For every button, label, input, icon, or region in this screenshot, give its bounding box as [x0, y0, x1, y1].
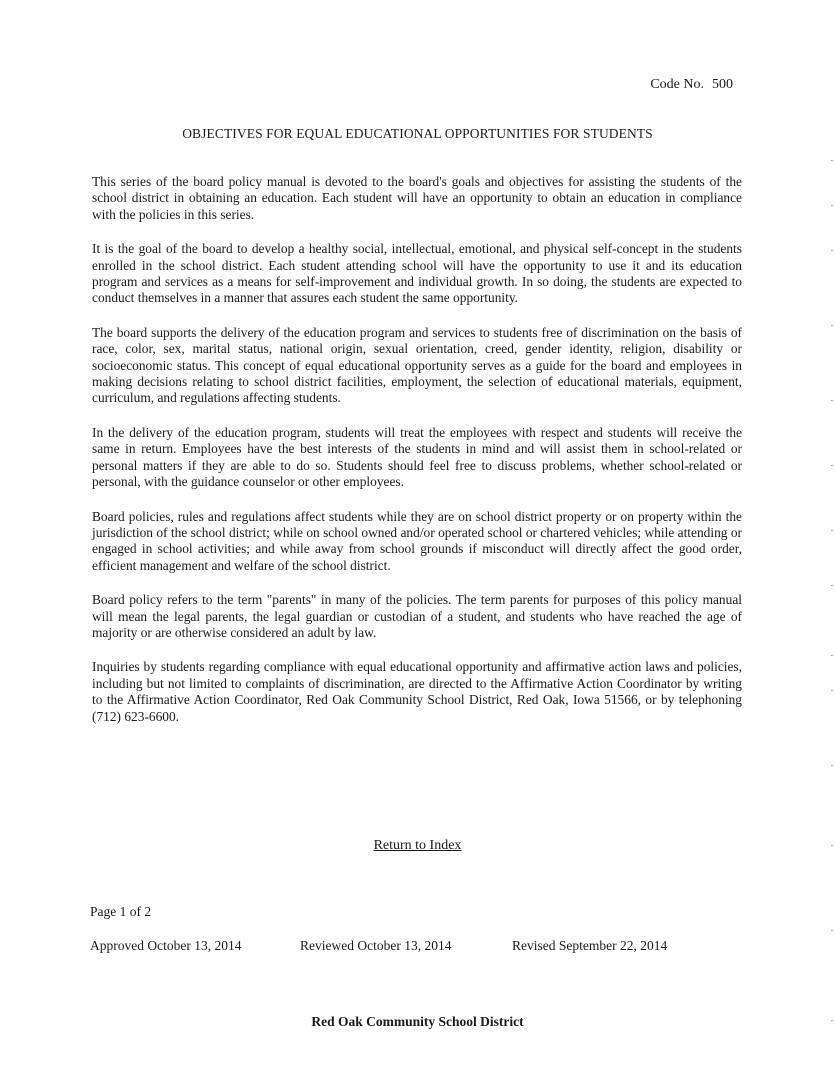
document-title: OBJECTIVES FOR EQUAL EDUCATIONAL OPPORTUNITIES FOR STUDENTS: [182, 126, 653, 141]
page-number: Page 1 of 2: [90, 904, 152, 919]
district-footer: Red Oak Community School District: [311, 1014, 524, 1029]
paragraph-board-goal: It is the goal of the board to develop a healthy social, intellectual, emotional, and physical self-concept in the students enrolled in the school district. Each student attending school will have the opportunity to use it and its education program and services as a means for self-improvement and individual growth. In so doing, the students are expected to conduct themselves in a manner that assures each student the same opportunity.: [92, 241, 742, 306]
return-to-index: [0, 838, 835, 854]
paragraph-parents-definition: Board policy refers to the term "parents" in many of the policies. The term parents for purposes of this policy manual will mean the legal parents, the legal guardian or custodian of a student, and students who have reached the age of majority or are otherwise considered an adult by law.: [92, 592, 742, 640]
return-to-index-link[interactable]: Return to Index: [373, 838, 462, 853]
scan-edge-marks: [831, 100, 833, 1080]
paragraph-jurisdiction: Board policies, rules and regulations affect students while they are on school district property or on property within the jurisdiction of the school district; while on school owned and/or operated school or chartered vehicles; while attending or engaged in school activities; and while away from school grounds if misconduct will directly affect the good order, efficient management and welfare of the school district.: [92, 508, 742, 573]
revised-date: Revised September 22, 2014: [512, 938, 668, 953]
paragraph-inquiries: Inquiries by students regarding compliance with equal educational opportunity and affirmative action laws and policies, including but not limited to complaints of discrimination, are directed to the Affirmative Action Coordinator by writing to the Affirmative Action Coordinator, Red Oak Community School District, Red Oak, Iowa 51566, or by telephoning (712) 623-6600.: [92, 659, 742, 724]
paragraph-nondiscrimination: The board supports the delivery of the education program and services to students free of discrimination on the basis of race, color, sex, marital status, national origin, sexual orientation, creed, gender identity, religion, disability or socioeconomic status. This concept of equal educational opportunity serves as a guide for the board and employees in making decisions relating to school district facilities, employment, the selection of educational materials, equipment, curriculum, and regulations affecting students.: [92, 324, 742, 406]
code-number: [650, 77, 733, 93]
code-value: 500: [712, 77, 733, 92]
policy-body: [92, 174, 742, 743]
paragraph-respect: In the delivery of the education program, students will treat the employees with respect and students will receive the same in return. Employees have the best interests of the students in mind and will assist them in school-related or personal matters if they are able to do so. Students should feel free to discuss problems, whether school-related or personal, with the guidance counselor or other employees.: [92, 424, 742, 490]
code-label: Code No.: [650, 77, 704, 92]
reviewed-date: Reviewed October 13, 2014: [300, 938, 452, 953]
approved-date: Approved October 13, 2014: [90, 938, 242, 953]
paragraph-series-purpose: This series of the board policy manual is devoted to the board's goals and objectives for assisting the students of the school district in obtaining an education. Each student will have an opportunity to obtain an education in compliance with the policies in this series.: [92, 174, 742, 222]
